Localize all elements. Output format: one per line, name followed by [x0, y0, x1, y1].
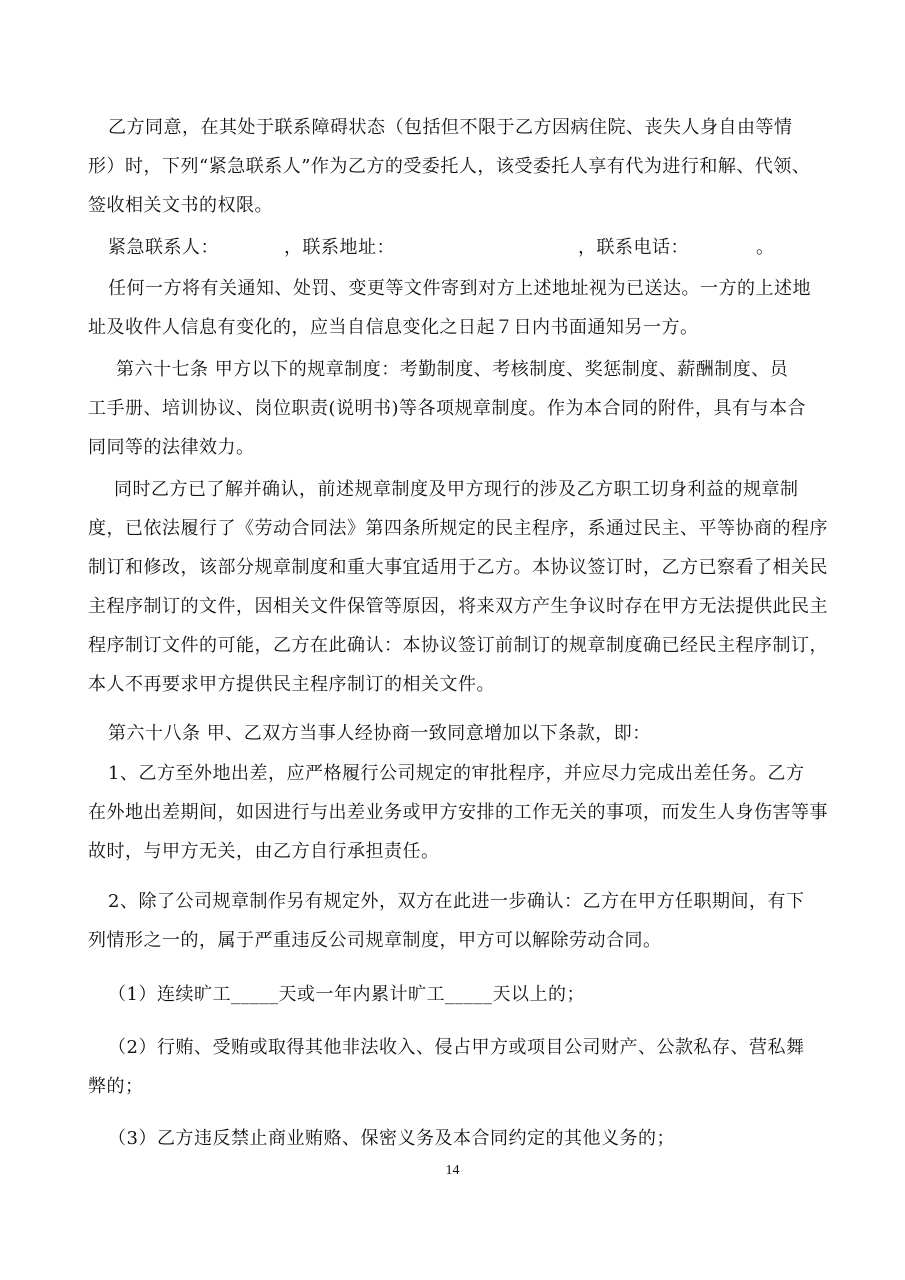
article-67-line: 工手册、培训协议、岗位职责(说明书)等各项规章制度。作为本合同的附件，具有与本合: [88, 398, 807, 419]
article-67-line: 同同等的法律效力。: [88, 437, 255, 458]
page-number: 14: [445, 1163, 460, 1178]
paragraph-line: 形）时，下列“紧急联系人”作为乙方的受委托人，该受委托人享有代为进行和解、代领、: [88, 156, 811, 177]
clause-item-1-line: 1、乙方至外地出差，应严格履行公司规定的审批程序，并应尽力完成出差任务。乙方: [108, 763, 805, 784]
clause-item-2-line: 2、除了公司规章制作另有规定外，双方在此进一步确认：乙方在甲方任职期间，有下: [108, 891, 805, 912]
emergency-contact-label: 紧急联系人：: [108, 237, 219, 258]
contact-address-label: ，联系地址：: [284, 237, 395, 258]
paragraph-line: 签收相关文书的权限。: [88, 195, 273, 216]
sub-item-2-line: 弊的；: [88, 1076, 144, 1097]
contact-phone-label: ，联系电话：: [578, 237, 689, 258]
paragraph-line: 乙方同意，在其处于联系障碍状态（包括但不限于乙方因病住院、丧失人身自由等情: [108, 117, 793, 138]
clause-item-2-line: 列情形之一的，属于严重违反公司规章制度，甲方可以解除劳动合同。: [88, 930, 662, 951]
clause-item-1-line: 故时，与甲方无关，由乙方自行承担责任。: [88, 841, 440, 862]
article-68-heading: 第六十八条 甲、乙双方当事人经协商一致同意增加以下条款，即：: [108, 723, 651, 744]
paragraph-line: 任何一方将有关通知、处罚、变更等文件寄到对方上述地址视为已送达。一方的上述地: [108, 278, 811, 299]
paragraph-line: 同时乙方已了解并确认，前述规章制度及甲方现行的涉及乙方职工切身利益的规章制: [114, 479, 799, 500]
paragraph-line: 制订和修改，该部分规章制度和重大事宜适用于乙方。本协议签订时，乙方已察看了相关民: [88, 557, 828, 578]
paragraph-line: 程序制订文件的可能，乙方在此确认：本协议签订前制订的规章制度确已经民主程序制订，: [88, 635, 828, 656]
clause-item-1-line: 在外地出差期间，如因进行与出差业务或甲方安排的工作无关的事项，而发生人身伤害等事: [88, 802, 828, 823]
paragraph-line: 本人不再要求甲方提供民主程序制订的相关文件。: [88, 674, 495, 695]
paragraph-line: 度，已依法履行了《劳动合同法》第四条所规定的民主程序，系通过民主、平等协商的程序: [88, 518, 828, 539]
sub-item-3: （3）乙方违反禁止商业贿赂、保密义务及本合同约定的其他义务的；: [108, 1128, 675, 1149]
sub-item-1: （1）连续旷工_____天或一年内累计旷工_____天以上的；: [108, 984, 585, 1005]
article-67-line: 第六十七条 甲方以下的规章制度：考勤制度、考核制度、奖惩制度、薪酬制度、员: [116, 359, 789, 380]
paragraph-line: 主程序制订的文件，因相关文件保管等原因，将来双方产生争议时存在甲方无法提供此民主: [88, 596, 828, 617]
contact-line-end: 。: [756, 237, 775, 258]
sub-item-2-line: （2）行贿、受贿或取得其他非法收入、侵占甲方或项目公司财产、公款私存、营私舞: [108, 1037, 805, 1058]
paragraph-line: 址及收件人信息有变化的，应当自信息变化之日起７日内书面通知另一方。: [88, 317, 699, 338]
